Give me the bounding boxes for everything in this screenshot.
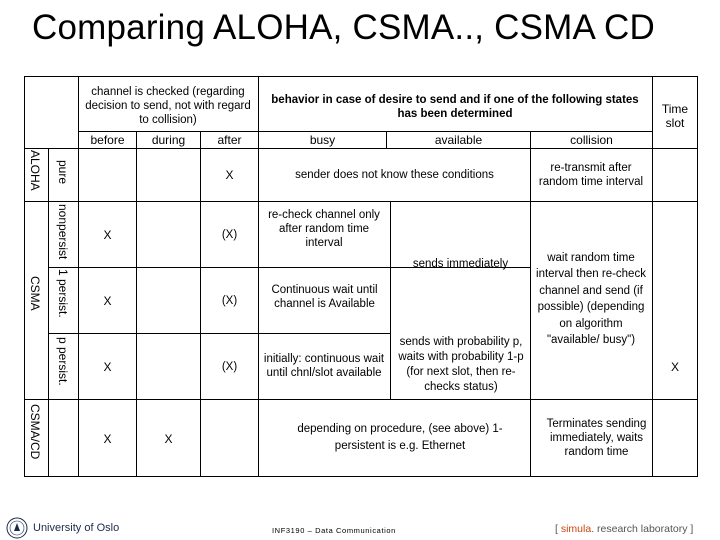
- footer-lab-open: [: [555, 523, 558, 535]
- footer-lab-close: ]: [690, 523, 694, 535]
- slide-title: Comparing ALOHA, CSMA.., CSMA CD: [32, 8, 655, 47]
- p-persist-time-slot-mark: X: [670, 359, 679, 374]
- csma-cd-before-mark: X: [103, 431, 112, 446]
- header-busy: busy: [309, 133, 336, 147]
- csma-cd-busy-available: depending on procedure, (see above) 1-persistent is e.g. Ethernet: [297, 423, 503, 452]
- group-csma-label: CSMA: [28, 276, 42, 311]
- csma-available-shared: sends immediately: [412, 258, 509, 270]
- p-persist-busy: initially: continuous wait until chnl/slot available: [263, 353, 385, 379]
- p-persist-after-mark: (X): [221, 360, 238, 373]
- header-after: after: [217, 133, 242, 147]
- one-persist-busy: Continuous wait until channel is Available: [271, 284, 378, 310]
- header-during: during: [151, 133, 186, 147]
- row-label-p-persist: p persist.: [56, 337, 70, 386]
- group-aloha-label: ALOHA: [28, 150, 42, 191]
- header-behavior: behavior in case of desire to send and if one of the following states has been determined: [271, 94, 639, 120]
- row-label-pure: pure: [56, 160, 70, 185]
- csma-cd-collision: Terminates sending immediately, waits random time: [546, 418, 647, 458]
- row-label-nonpersist: nonpersist: [56, 204, 70, 260]
- one-persist-after-mark: (X): [221, 294, 238, 307]
- header-available: available: [434, 133, 483, 147]
- header-before: before: [90, 133, 125, 147]
- nonpersist-before-mark: X: [103, 227, 112, 242]
- row-label-1-persist: 1 persist.: [56, 269, 70, 318]
- group-csma-cd-label: CSMA/CD: [28, 404, 42, 460]
- pure-after-mark: X: [225, 168, 234, 182]
- one-persist-before-mark: X: [103, 293, 112, 308]
- pure-busy-available: sender does not know these conditions: [295, 169, 494, 181]
- university-seal-icon: [6, 517, 30, 539]
- csma-collision-shared: wait random time interval then re-check channel and send (if possible) (depending on algorithm "available/ busy"): [536, 251, 646, 346]
- footer-lab-simula: simula: [560, 523, 592, 535]
- header-collision: collision: [570, 133, 613, 147]
- footer-university: University of Oslo: [33, 522, 120, 534]
- header-channel-checked: channel is checked (regarding decision to send, not with regard to collision): [85, 86, 251, 126]
- p-persist-available: sends with probability p, waits with probability 1-p (for next slot, then re-checks status): [398, 336, 524, 393]
- footer-lab-logo: [555, 523, 693, 535]
- pure-collision: re-transmit after random time interval: [538, 162, 644, 188]
- footer-lab-rest: . research laboratory: [591, 523, 688, 535]
- p-persist-before-mark: X: [103, 359, 112, 374]
- nonpersist-after-mark: (X): [221, 228, 238, 241]
- footer-course: INF3190 – Data Communication: [272, 526, 396, 535]
- nonpersist-busy: re-check channel only after random time interval: [268, 209, 380, 249]
- csma-cd-during-mark: X: [164, 431, 173, 446]
- header-time-slot: Time slot: [661, 102, 689, 130]
